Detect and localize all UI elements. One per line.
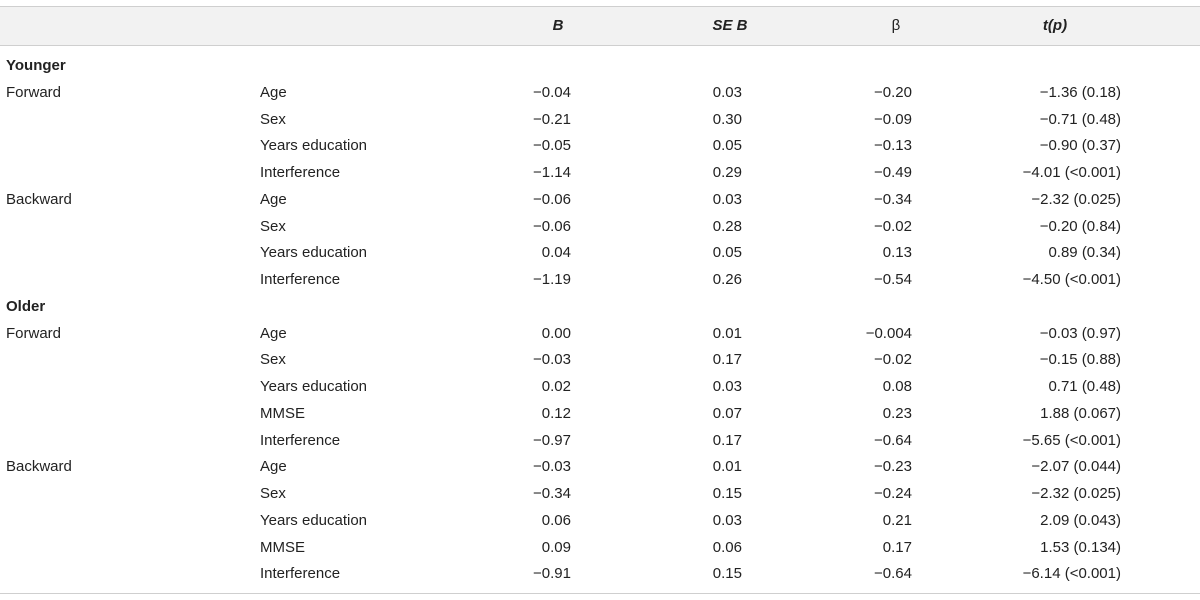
variable-label: Age <box>260 458 287 476</box>
cell-b: 0.04 <box>541 244 571 262</box>
variable-label: Years education <box>260 137 368 155</box>
cell-beta: −0.64 <box>874 431 912 449</box>
cell-se-b: 0.03 <box>712 511 742 529</box>
cell-b: 0.02 <box>541 378 571 395</box>
cell-t-p: −0.71 (0.48) <box>1039 110 1121 128</box>
cell-beta: −0.004 <box>865 324 912 342</box>
cell-t-p: −4.01 (<0.001) <box>1022 164 1121 181</box>
cell-t-p: −6.14 (<0.001) <box>1022 565 1121 583</box>
variable-label: MMSE <box>260 404 305 422</box>
cell-se-b: 0.06 <box>712 538 742 556</box>
cell-t-p: 1.88 (0.067) <box>1040 404 1121 422</box>
cell-beta: −0.02 <box>874 351 912 369</box>
header-b: B <box>552 17 564 34</box>
variable-label: Interference <box>260 431 341 449</box>
header-t-p: t(p) <box>1042 17 1068 34</box>
cell-t-p: −5.65 (<0.001) <box>1022 431 1121 449</box>
cell-t-p: −0.15 (0.88) <box>1039 351 1121 369</box>
cell-beta: −0.09 <box>874 110 912 128</box>
header-beta: β <box>891 17 901 34</box>
variable-label: Years education <box>260 511 368 529</box>
cell-t-p: −0.90 (0.37) <box>1039 137 1121 155</box>
variable-label: Age <box>260 83 287 101</box>
group-label: Backward <box>6 190 72 208</box>
cell-se-b: 0.17 <box>712 351 742 369</box>
cell-b: −0.03 <box>533 458 571 476</box>
cell-beta: −0.02 <box>874 217 912 235</box>
cell-b: −0.97 <box>533 431 571 449</box>
cell-beta: −0.34 <box>874 190 912 208</box>
cell-t-p: 1.53 (0.134) <box>1040 538 1121 556</box>
cell-se-b: 0.28 <box>712 217 742 235</box>
cell-b: −0.05 <box>533 137 571 155</box>
cell-t-p: −0.03 (0.97) <box>1039 324 1121 342</box>
variable-label: Years education <box>260 244 368 262</box>
cell-beta: −0.49 <box>874 164 912 181</box>
cell-b: −0.91 <box>533 565 571 583</box>
cell-b: −0.03 <box>533 351 571 369</box>
cell-se-b: 0.30 <box>712 110 742 128</box>
group-label: Younger <box>6 57 66 74</box>
cell-beta: 0.13 <box>882 244 912 262</box>
cell-t-p: 2.09 (0.043) <box>1040 511 1121 529</box>
cell-se-b: 0.01 <box>712 324 742 342</box>
cell-beta: −0.24 <box>874 485 912 502</box>
cell-se-b: 0.03 <box>712 83 742 101</box>
cell-se-b: 0.29 <box>712 164 742 181</box>
cell-se-b: 0.03 <box>712 378 742 395</box>
cell-se-b: 0.07 <box>712 404 742 422</box>
group-label: Forward <box>6 83 62 101</box>
cell-t-p: −2.07 (0.044) <box>1031 458 1121 476</box>
group-label: Older <box>6 297 46 315</box>
variable-label: Sex <box>260 351 286 369</box>
variable-label: Interference <box>260 565 341 583</box>
cell-t-p: −2.32 (0.025) <box>1031 485 1121 502</box>
cell-b: −0.06 <box>533 190 571 208</box>
cell-b: −1.14 <box>533 164 571 181</box>
cell-beta: −0.20 <box>874 83 912 101</box>
cell-b: −0.21 <box>533 110 571 128</box>
cell-beta: 0.08 <box>882 378 912 395</box>
cell-beta: −0.54 <box>874 271 912 288</box>
variable-label: MMSE <box>260 538 305 556</box>
cell-b: 0.06 <box>541 511 571 529</box>
cell-se-b: 0.01 <box>712 458 742 476</box>
variable-label: Sex <box>260 485 286 502</box>
group-label: Forward <box>6 324 62 342</box>
cell-b: −0.34 <box>533 485 571 502</box>
cell-beta: 0.21 <box>882 511 912 529</box>
cell-se-b: 0.03 <box>712 190 742 208</box>
cell-se-b: 0.05 <box>712 137 742 155</box>
cell-b: −0.04 <box>533 83 571 101</box>
cell-b: 0.00 <box>541 324 571 342</box>
cell-b: 0.09 <box>541 538 571 556</box>
cell-b: −0.06 <box>533 217 571 235</box>
cell-t-p: 0.89 (0.34) <box>1048 244 1121 262</box>
cell-b: −1.19 <box>533 271 571 288</box>
header-se-b: SE B <box>712 17 748 34</box>
cell-se-b: 0.26 <box>712 271 742 288</box>
cell-beta: 0.23 <box>882 404 912 422</box>
table-header-rule <box>0 45 1200 46</box>
variable-label: Interference <box>260 164 341 181</box>
cell-beta: −0.23 <box>874 458 912 476</box>
cell-b: 0.12 <box>541 404 571 422</box>
cell-se-b: 0.15 <box>712 565 742 583</box>
variable-label: Sex <box>260 217 286 235</box>
table-bottom-rule <box>0 593 1200 594</box>
variable-label: Years education <box>260 378 368 395</box>
cell-t-p: −0.20 (0.84) <box>1039 217 1121 235</box>
group-label: Backward <box>6 458 72 476</box>
cell-beta: −0.64 <box>874 565 912 583</box>
cell-se-b: 0.17 <box>712 431 742 449</box>
cell-se-b: 0.15 <box>712 485 742 502</box>
variable-label: Age <box>260 324 287 342</box>
cell-se-b: 0.05 <box>712 244 742 262</box>
variable-label: Age <box>260 190 287 208</box>
cell-beta: −0.13 <box>874 137 912 155</box>
cell-t-p: −1.36 (0.18) <box>1039 83 1121 101</box>
variable-label: Interference <box>260 271 341 288</box>
cell-t-p: −2.32 (0.025) <box>1031 190 1121 208</box>
cell-t-p: −4.50 (<0.001) <box>1022 271 1121 288</box>
variable-label: Sex <box>260 110 286 128</box>
cell-beta: 0.17 <box>882 538 912 556</box>
cell-t-p: 0.71 (0.48) <box>1048 378 1121 395</box>
